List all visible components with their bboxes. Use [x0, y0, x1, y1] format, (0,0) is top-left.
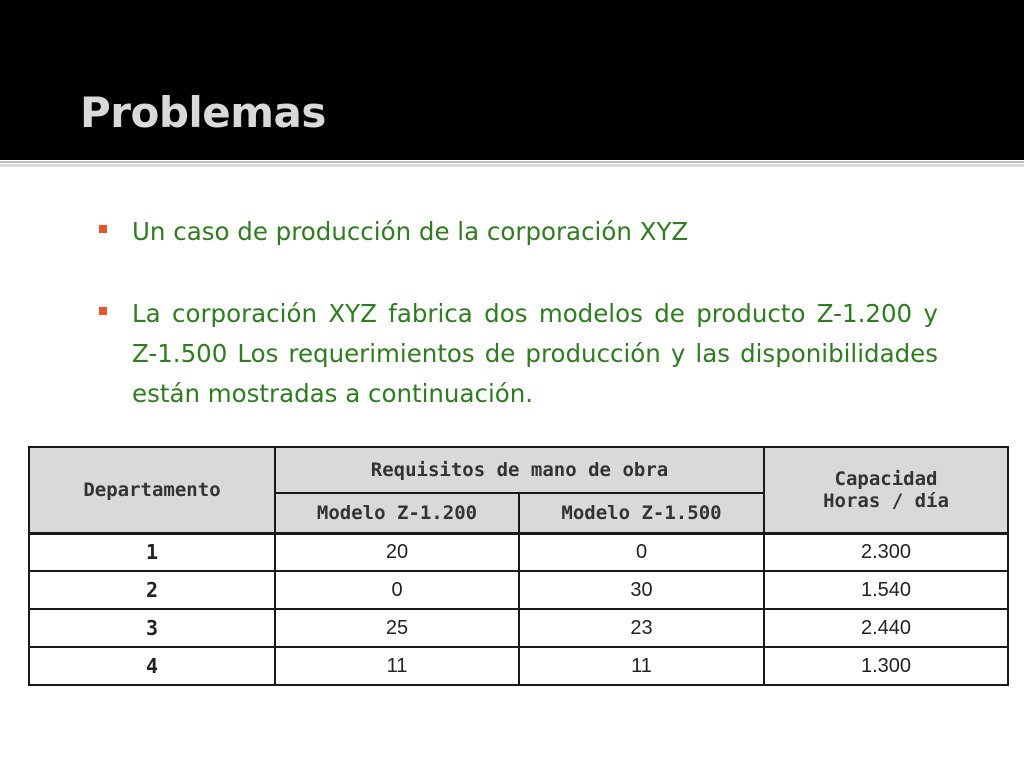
header-department: Departamento — [29, 447, 275, 533]
cell-department: 1 — [29, 533, 275, 571]
cell-capacity: 2.300 — [764, 533, 1008, 571]
cell-model-a: 11 — [275, 647, 519, 685]
square-bullet-icon — [99, 307, 107, 315]
cell-capacity: 1.300 — [764, 647, 1008, 685]
cell-department: 3 — [29, 609, 275, 647]
header-capacity-line1: Capacidad — [834, 467, 938, 490]
bullet-list — [96, 212, 938, 414]
cell-model-a: 0 — [275, 571, 519, 609]
table-row — [29, 533, 1008, 571]
slide-title: Problemas — [80, 88, 326, 137]
requirements-table — [28, 446, 1009, 686]
header-divider-secondary — [0, 164, 1024, 167]
bullet-text: La corporación XYZ fabrica dos modelos de producto Z-1.200 y Z-1.500 Los requerimientos de producción y las disponibilidades están mostradas a continuación. — [132, 299, 938, 408]
slide-header — [0, 0, 1024, 160]
header-capacity — [764, 447, 1008, 533]
cell-model-b: 0 — [519, 533, 764, 571]
cell-model-a: 20 — [275, 533, 519, 571]
header-requirements: Requisitos de mano de obra — [275, 447, 764, 493]
header-model-b: Modelo Z-1.500 — [519, 493, 764, 533]
cell-model-b: 11 — [519, 647, 764, 685]
cell-capacity: 2.440 — [764, 609, 1008, 647]
cell-model-b: 23 — [519, 609, 764, 647]
header-capacity-line2: Horas / día — [823, 489, 949, 512]
bullet-text: Un caso de producción de la corporación XYZ — [132, 217, 689, 246]
table-row — [29, 609, 1008, 647]
bullet-item — [96, 294, 938, 414]
cell-model-a: 25 — [275, 609, 519, 647]
requirements-table-container — [28, 446, 1009, 686]
header-divider — [0, 161, 1024, 163]
cell-department: 4 — [29, 647, 275, 685]
table-row — [29, 647, 1008, 685]
square-bullet-icon — [99, 225, 107, 233]
cell-model-b: 30 — [519, 571, 764, 609]
header-model-a: Modelo Z-1.200 — [275, 493, 519, 533]
table-row — [29, 571, 1008, 609]
cell-department: 2 — [29, 571, 275, 609]
cell-capacity: 1.540 — [764, 571, 1008, 609]
bullet-item — [96, 212, 938, 252]
